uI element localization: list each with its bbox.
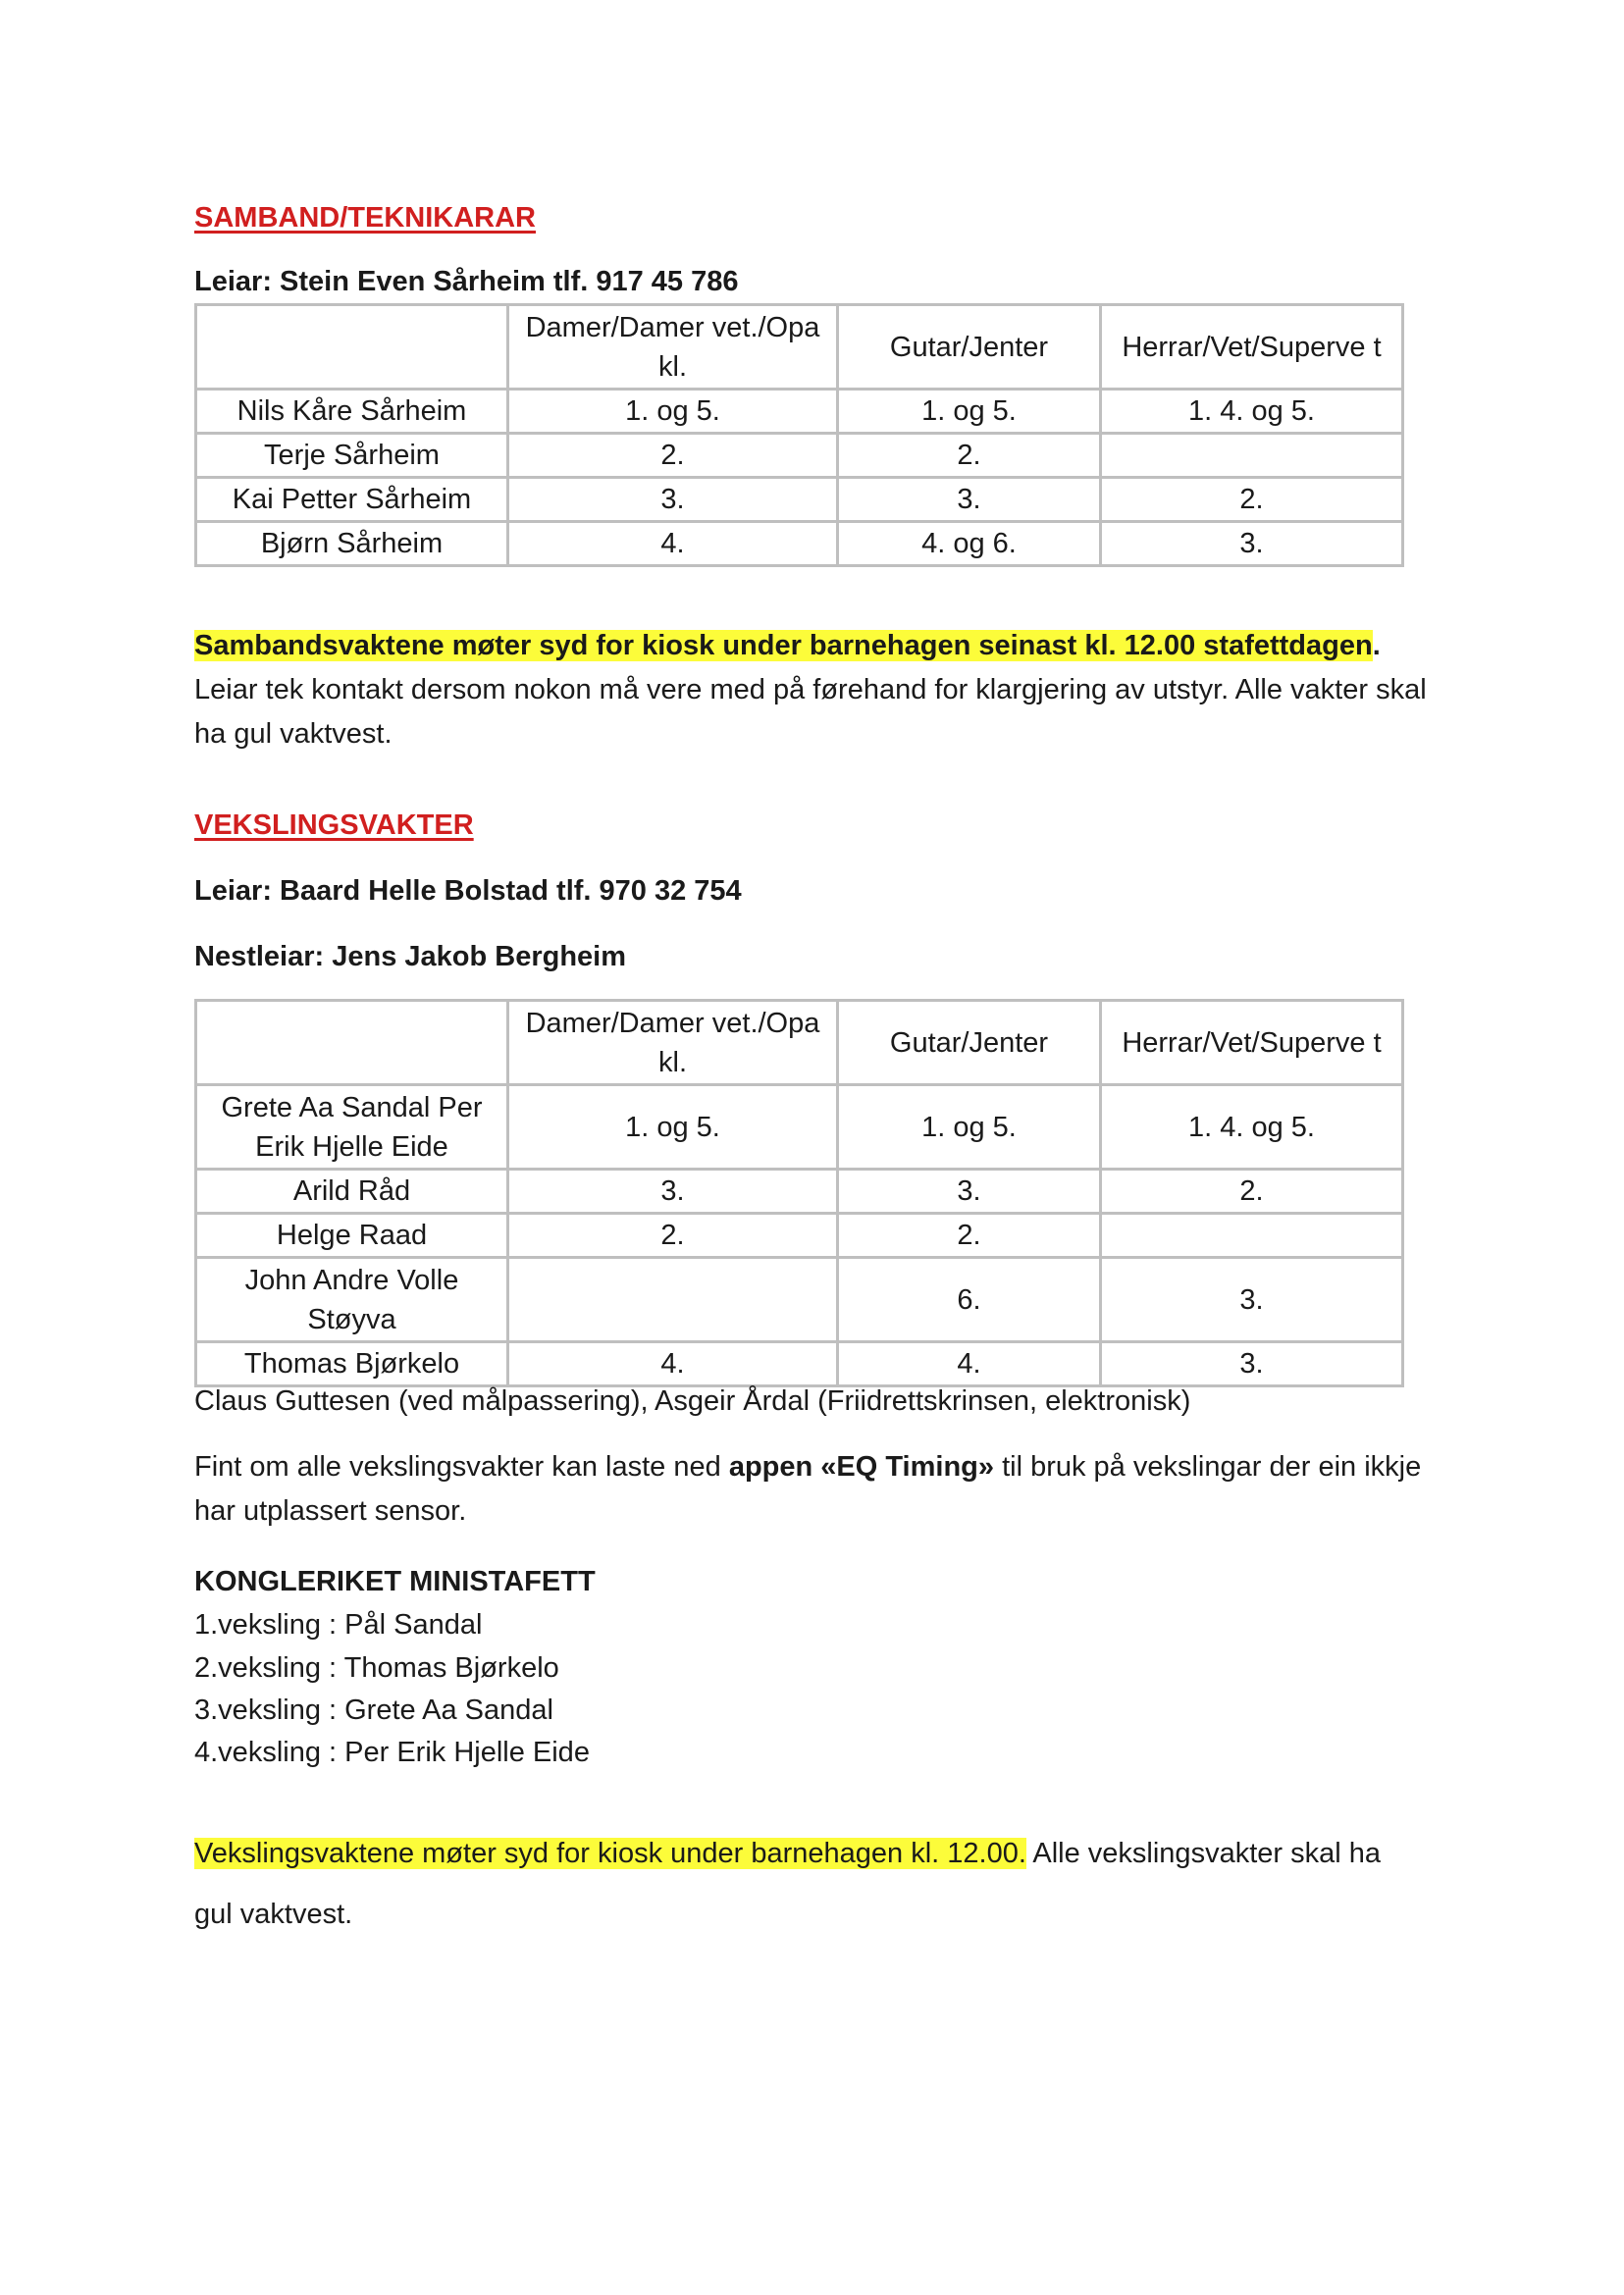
app-note-text: til bruk på vekslingar der ein ikkje har utplassert sensor. <box>194 1451 1422 1527</box>
table-cell: 2. <box>1101 478 1403 522</box>
table-header-row <box>196 305 1403 390</box>
table-cell <box>508 1258 838 1342</box>
table-header-cell: Herrar/Vet/Superve t <box>1101 1001 1403 1085</box>
table-header-cell <box>196 1001 508 1085</box>
table-cell: 4. <box>838 1342 1101 1386</box>
list-item: 4.veksling : Per Erik Hjelle Eide <box>194 1737 590 1768</box>
table-cell: 3. <box>1101 1258 1403 1342</box>
table-row <box>196 1170 1403 1214</box>
note-period: . <box>1372 630 1381 661</box>
table-cell: Thomas Bjørkelo <box>196 1342 508 1386</box>
table-row <box>196 1214 1403 1258</box>
table-header-cell: Gutar/Jenter <box>838 305 1101 390</box>
table-cell: 6. <box>838 1258 1101 1342</box>
table-header-cell: Damer/Damer vet./Opa kl. <box>508 1001 838 1085</box>
table-cell: Terje Sårheim <box>196 434 508 478</box>
samband-leader: Leiar: Stein Even Sårheim tlf. 917 45 786 <box>194 266 739 297</box>
section-heading-samband: SAMBAND/TEKNIKARAR <box>194 202 536 234</box>
table-header-cell <box>196 305 508 390</box>
section-heading-veksling: VEKSLINGSVAKTER <box>194 809 474 841</box>
list-item: 3.veksling : Grete Aa Sandal <box>194 1695 553 1726</box>
table-cell <box>1101 434 1403 478</box>
table-cell: 3. <box>508 1170 838 1214</box>
table-cell: 2. <box>508 1214 838 1258</box>
table-cell: 2. <box>1101 1170 1403 1214</box>
table-cell: 1. og 5. <box>508 390 838 434</box>
table-cell: 1. og 5. <box>508 1085 838 1170</box>
table-cell: 3. <box>1101 1342 1403 1386</box>
table-cell: Grete Aa Sandal Per Erik Hjelle Eide <box>196 1085 508 1170</box>
table-header-cell: Gutar/Jenter <box>838 1001 1101 1085</box>
highlighted-text: Vekslingsvaktene møter syd for kiosk under barnehagen kl. 12.00. <box>194 1838 1026 1869</box>
veksling-extra-staff: Claus Guttesen (ved målpassering), Asgeir Årdal (Friidrettskrinsen, elektronisk) <box>194 1385 1191 1417</box>
app-note-text: Fint om alle vekslingsvakter kan laste ned <box>194 1451 729 1483</box>
veksling-meeting-note <box>194 1832 1381 1875</box>
table-cell: 4. <box>508 522 838 566</box>
table-header-cell: Damer/Damer vet./Opa kl. <box>508 305 838 390</box>
table-cell: Nils Kåre Sårheim <box>196 390 508 434</box>
samband-meeting-note <box>194 624 1431 756</box>
table-cell <box>1101 1214 1403 1258</box>
table-cell: Arild Råd <box>196 1170 508 1214</box>
veksling-leader: Leiar: Baard Helle Bolstad tlf. 970 32 754 <box>194 875 742 907</box>
table-cell: 3. <box>838 478 1101 522</box>
table-cell: 4. og 6. <box>838 522 1101 566</box>
samband-duty-table <box>194 303 1404 567</box>
table-cell: 1. 4. og 5. <box>1101 390 1403 434</box>
table-cell: 4. <box>508 1342 838 1386</box>
app-note <box>194 1445 1431 1534</box>
list-item: 2.veksling : Thomas Bjørkelo <box>194 1652 559 1684</box>
table-header-cell: Herrar/Vet/Superve t <box>1101 305 1403 390</box>
table-cell: 3. <box>838 1170 1101 1214</box>
table-row <box>196 390 1403 434</box>
table-cell: 1. 4. og 5. <box>1101 1085 1403 1170</box>
table-row <box>196 1258 1403 1342</box>
table-cell: Helge Raad <box>196 1214 508 1258</box>
table-cell: 1. og 5. <box>838 1085 1101 1170</box>
app-name: appen «EQ Timing» <box>728 1451 995 1483</box>
table-row <box>196 434 1403 478</box>
table-cell: 1. og 5. <box>838 390 1101 434</box>
table-cell: 3. <box>508 478 838 522</box>
table-row <box>196 478 1403 522</box>
table-cell: 2. <box>838 1214 1101 1258</box>
table-header-row <box>196 1001 1403 1085</box>
note-text: Leiar tek kontakt dersom nokon må vere med på førehand for klargjering av utstyr. Alle vakter skal ha gul vaktvest. <box>194 674 1427 750</box>
table-row <box>196 1085 1403 1170</box>
table-cell: 3. <box>1101 522 1403 566</box>
veksling-duty-table <box>194 999 1404 1387</box>
highlighted-text: Sambandsvaktene møter syd for kiosk under barnehagen seinast kl. 12.00 stafettdagen <box>194 630 1373 661</box>
list-item: 1.veksling : Pål Sandal <box>194 1609 483 1641</box>
ministafett-heading: KONGLERIKET MINISTAFETT <box>194 1566 596 1597</box>
table-cell: 2. <box>838 434 1101 478</box>
table-cell: 2. <box>508 434 838 478</box>
table-cell: Kai Petter Sårheim <box>196 478 508 522</box>
table-cell: John Andre Volle Støyva <box>196 1258 508 1342</box>
table-row <box>196 522 1403 566</box>
table-cell: Bjørn Sårheim <box>196 522 508 566</box>
note-text: Alle vekslingsvakter skal ha <box>1025 1838 1381 1869</box>
veksling-deputy: Nestleiar: Jens Jakob Bergheim <box>194 941 627 972</box>
veksling-meeting-note-cont: gul vaktvest. <box>194 1899 353 1930</box>
